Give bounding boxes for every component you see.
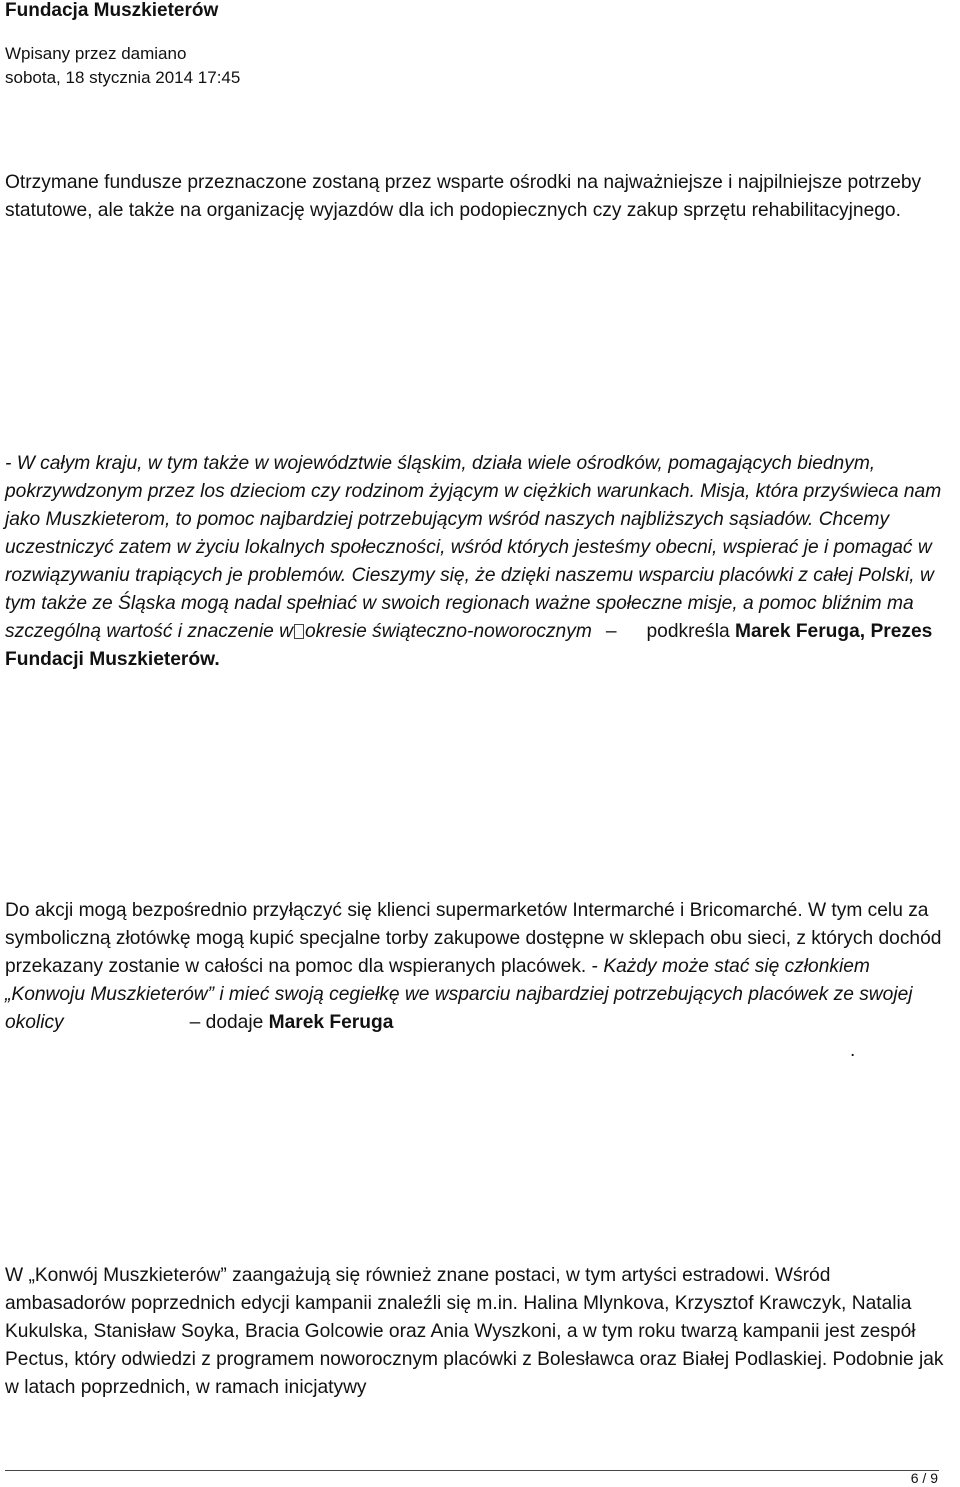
join-action-attribution: – dodaje xyxy=(189,1012,264,1033)
ambassadors-text: W „Konwój Muszkieterów” zaangażują się również znane postaci, w tym artyści estradowi. Wśród ambasadorów poprzednich edycji kampanii znaleźli się m.in. Halina Mlynkova, Krzysztof Krawczyk, Natalia Kukulska, Stanisław Soyka, Bracia Golcowie oraz Ania Wyszkoni, a w tym roku twarzą kampanii jest zespół Pectus, który odwiedzi z programem noworocznym placówki z Bolesławca oraz Białej Podlaskiej. Podobnie jak w latach poprzednich, w ramach inicjatywy xyxy=(5,1265,944,1398)
paragraph-quote-mission xyxy=(5,450,955,674)
footer-divider xyxy=(5,1470,939,1471)
paragraph-ambassadors xyxy=(5,1262,955,1402)
page-number: 6 / 9 xyxy=(910,1470,938,1486)
quote-mission-text: - W całym kraju, w tym także w województwie śląskim, działa wiele ośrodków, pomagających biednym, pokrzywdzonym przez los dzieciom czy rodzinom żyjącym w ciężkich warunkach. Misja, która przyświeca nam jako Muszkieterom, to pomoc najbardziej potrzebującym wśród naszych najbliższych sąsiadów. Chcemy uczestniczyć zatem w życiu lokalnych społeczności, wśród których jesteśmy obecni, wspierać je i pomagać w rozwiązywaniu trapiących je problemów. Cieszymy się, że dzięki naszemu wsparciu placówki z całej Polski, w tym także ze Śląska mogą nadal spełniać w swoich regionach ważne społeczne misje, a pomoc bliźnim ma szczególną wartość i znaczenie w xyxy=(5,453,942,642)
article-byline xyxy=(5,42,240,90)
join-action-speaker-name: Marek Feruga xyxy=(268,1012,394,1033)
paragraph-join-action xyxy=(5,897,955,1065)
quote-dash: – xyxy=(605,621,617,642)
date-line: sobota, 18 stycznia 2014 17:45 xyxy=(5,68,241,87)
missing-glyph-box xyxy=(294,624,304,639)
page-header xyxy=(5,0,240,90)
paragraph-funds-text: Otrzymane fundusze przeznaczone zostaną przez wsparte ośrodki na najważniejsze i najpilniejsze potrzeby statutowe, ale także na organizację wyjazdów dla ich podopiecznych czy zakup sprzętu rehabilitacyjnego. xyxy=(5,172,922,221)
join-action-end-dot: . xyxy=(850,1040,856,1061)
join-action-quote: Każdy może stać się członkiem „Konwoju Muszkieterów” i mieć swoją cegiełkę we wsparciu najbardziej potrzebujących placówek ze swojej okolicy xyxy=(5,956,913,1033)
paragraph-funds xyxy=(5,169,955,225)
quote-attribution: podkreśla xyxy=(646,621,730,642)
site-title: Fundacja Muszkieterów xyxy=(5,0,219,21)
author-line: Wpisany przez damiano xyxy=(5,44,187,63)
join-action-text: Do akcji mogą bezpośrednio przyłączyć się klienci supermarketów Intermarché i Bricomarché. W tym celu za symboliczną złotówkę mogą kupić specjalne torby zakupowe dostępne w sklepach obu sieci, z których dochód przekazany zostanie w całości na pomoc dla wspieranych placówek. - xyxy=(5,900,942,977)
quote-speaker-name: Marek Feruga, Prezes Fundacji Muszkieterów. xyxy=(5,621,933,670)
quote-mission-text-end: okresie świąteczno-noworocznym xyxy=(304,621,592,642)
